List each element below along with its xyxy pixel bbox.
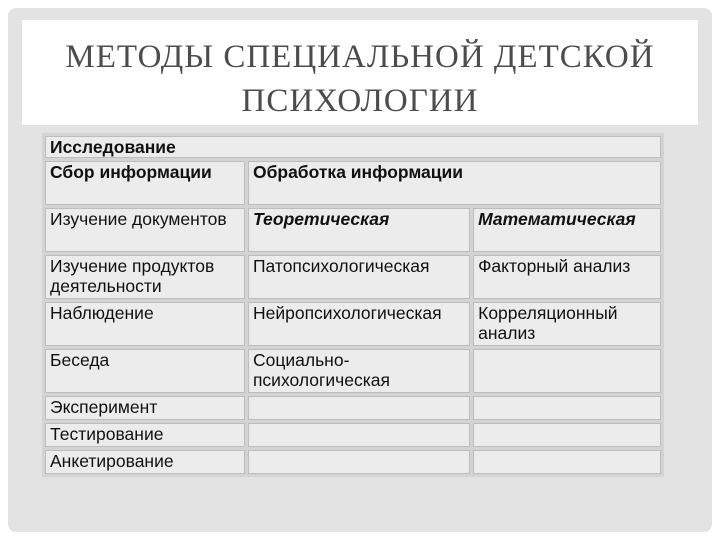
col23-header: Обработка информации	[248, 161, 661, 205]
table-cell: Патопсихологическая	[248, 255, 470, 299]
table-cell: Эксперимент	[45, 396, 245, 420]
table-cell	[473, 423, 661, 447]
methods-table	[42, 133, 664, 477]
col1-header: Сбор информации	[45, 161, 245, 205]
table-cell	[248, 423, 470, 447]
table-cell	[473, 450, 661, 474]
table-cell: Изучение продуктов деятельности	[45, 255, 245, 299]
table-cell	[248, 450, 470, 474]
subheader-theoretical: Теоретическая	[248, 208, 470, 252]
table-cell: Изучение документов	[45, 208, 245, 252]
title-line-2: ПСИХОЛОГИИ	[241, 83, 479, 119]
table-cell	[248, 396, 470, 420]
table-cell: Социально-психологическая	[248, 349, 470, 393]
table-cell: Нейропсихологическая	[248, 302, 470, 346]
slide-title	[22, 20, 698, 123]
table-cell: Анкетирование	[45, 450, 245, 474]
title-box	[22, 20, 698, 125]
subheader-mathematical: Математическая	[473, 208, 661, 252]
table-cell: Тестирование	[45, 423, 245, 447]
table-cell	[473, 396, 661, 420]
table-header: Исследование	[45, 136, 661, 158]
table-cell: Корреляционный анализ	[473, 302, 661, 346]
title-line-1: МЕТОДЫ СПЕЦИАЛЬНОЙ ДЕТСКОЙ	[65, 39, 655, 75]
table-cell: Наблюдение	[45, 302, 245, 346]
table-cell: Факторный анализ	[473, 255, 661, 299]
table-cell	[473, 349, 661, 393]
table-cell: Беседа	[45, 349, 245, 393]
